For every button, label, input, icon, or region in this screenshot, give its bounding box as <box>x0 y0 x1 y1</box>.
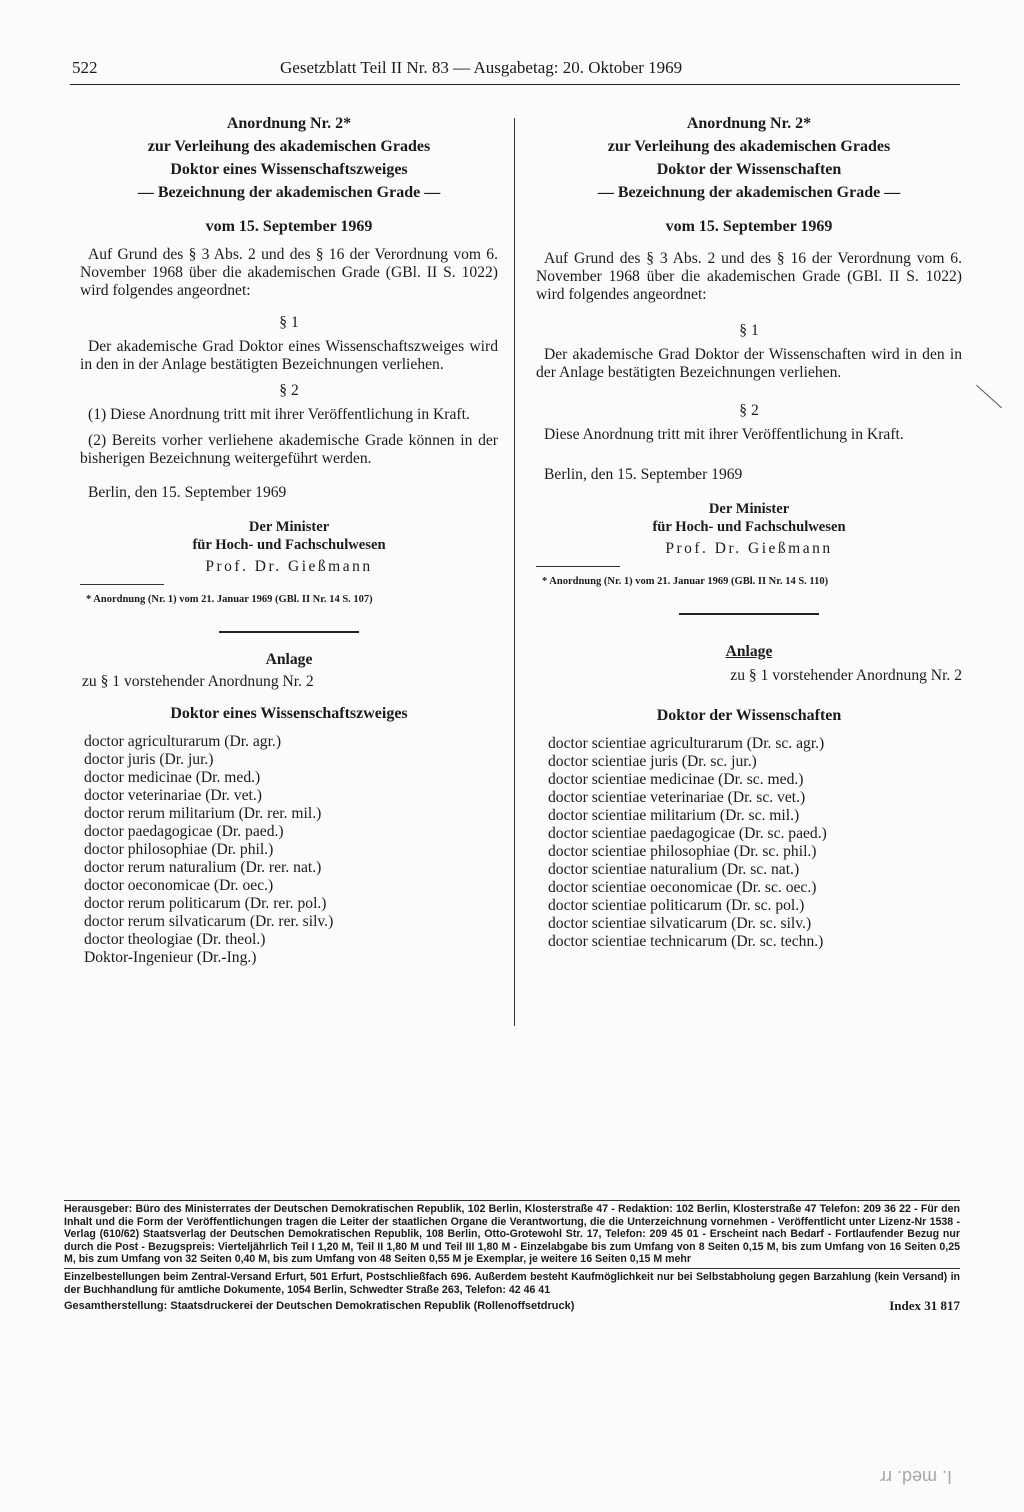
pencil-mark <box>976 385 1002 408</box>
right-degree-item: doctor scientiae juris (Dr. sc. jur.) <box>548 753 757 770</box>
right-degree-list <box>536 735 962 951</box>
left-minister-line-2: für Hoch- und Fachschulwesen <box>192 537 386 553</box>
left-title-line-1: Anordnung Nr. 2* <box>226 115 352 132</box>
right-degree-item: doctor scientiae philosophiae (Dr. sc. phil.) <box>548 843 817 860</box>
right-signature <box>536 500 962 558</box>
right-degree-item: doctor scientiae veterinariae (Dr. sc. vet.) <box>548 789 806 806</box>
right-title-line-4: — Bezeichnung der akademischen Grade — <box>597 184 901 201</box>
left-degree-item: Doktor-Ingenieur (Dr.-Ing.) <box>84 949 257 966</box>
left-section-2-para-1: (1) Diese Anordnung tritt mit ihrer Veröffentlichung in Kraft. <box>88 406 470 423</box>
column-divider <box>514 118 515 1026</box>
left-degree-item: doctor oeconomicae (Dr. oec.) <box>84 877 274 894</box>
imprint <box>64 1198 960 1313</box>
left-column <box>80 112 498 967</box>
left-minister-name: Prof. Dr. Gießmann <box>205 558 373 575</box>
left-degree-item: doctor medicinae (Dr. med.) <box>84 769 261 786</box>
right-degree-item: doctor scientiae oeconomicae (Dr. sc. oec.) <box>548 879 817 896</box>
left-title <box>80 112 498 204</box>
right-title-line-3: Doktor der Wissenschaften <box>656 161 842 178</box>
page-number: 522 <box>72 58 98 77</box>
right-title-line-2: zur Verleihung des akademischen Grades <box>607 138 891 155</box>
right-column <box>536 112 962 951</box>
running-title: Gesetzblatt Teil II Nr. 83 — Ausgabetag: 20. Oktober 1969 <box>280 58 683 77</box>
left-degree-item: doctor theologiae (Dr. theol.) <box>84 931 266 948</box>
right-section-1-label: § 1 <box>739 322 759 339</box>
imprint-printer: Gesamtherstellung: Staatsdruckerei der Deutschen Demokratischen Republik (Rollenoffsetdruck) <box>64 1300 575 1313</box>
right-title <box>536 112 962 204</box>
right-minister-line-2: für Hoch- und Fachschulwesen <box>652 519 846 535</box>
left-footnote-rule <box>80 584 164 585</box>
left-minister-line-1: Der Minister <box>248 519 330 535</box>
left-separator <box>219 631 359 633</box>
left-degree-list <box>80 733 498 967</box>
header-rule <box>70 84 960 85</box>
left-degree-item: doctor juris (Dr. jur.) <box>84 751 214 768</box>
right-separator <box>679 613 819 615</box>
left-degree-item: doctor rerum militarium (Dr. rer. mil.) <box>84 805 322 822</box>
imprint-publisher: Herausgeber: Büro des Ministerrates der Deutschen Demokratischen Republik, 102 Berlin, Klosterstraße 47 - Redaktion: 102 Berlin, Klosterstraße 47 Telefon: 209 36 22 - Für den Inhalt und die Form der Veröffentlichungen tragen die Leiter der staatlichen Organe die Verantwortung, die die Unterzeichnung vornehmen - Veröffentlicht unter Lizenz-Nr 1538 - Verlag (610/62) Staatsverlag der Deutschen Demokratischen Republik, 108 Berlin, Otto-Grotewohl Str. 17, Telefon: 209 45 01 - Erscheint nach Bedarf - Fortlaufender Bezug nur durch die Post - Bezugspreis: Vierteljährlich Teil I 1,20 M, Teil II 1,80 M und Teil III 1,80 M - Einzelabgabe bis zum Umfang von 8 Seiten 0,15 M, bis zum Umfang von 16 Seiten 0,25 M, bis zum Umfang von 32 Seiten 0,40 M, bis zum Umfang von 48 Seiten 0,55 M je Exemplar, je weitere 16 Seiten 0,15 M mehr <box>64 1203 960 1266</box>
right-anlage-ref: zu § 1 vorstehender Anordnung Nr. 2 <box>730 667 962 684</box>
right-degree-item: doctor scientiae paedagogicae (Dr. sc. paed.) <box>548 825 827 842</box>
right-section-2-label: § 2 <box>739 402 759 419</box>
right-degree-item: doctor scientiae medicinae (Dr. sc. med.) <box>548 771 804 788</box>
left-degree-item: doctor rerum silvaticarum (Dr. rer. silv.) <box>84 913 334 930</box>
right-degree-item: doctor scientiae militarium (Dr. sc. mil.) <box>548 807 800 824</box>
left-title-line-4: — Bezeichnung der akademischen Grade — <box>137 184 441 201</box>
left-date: vom 15. September 1969 <box>205 218 373 235</box>
imprint-footer-row <box>64 1300 960 1313</box>
left-footnote: * Anordnung (Nr. 1) vom 21. Januar 1969 (GBl. II Nr. 14 S. 107) <box>86 594 373 605</box>
right-date: vom 15. September 1969 <box>665 218 833 235</box>
right-title-line-1: Anordnung Nr. 2* <box>686 115 812 132</box>
left-title-line-3: Doktor eines Wissenschaftszweiges <box>170 161 408 178</box>
left-section-2-para-2: (2) Bereits vorher verliehene akademische Grade können in der bisherigen Bezeichnung weitergeführt werden. <box>80 432 498 467</box>
right-anlage-title: Anlage <box>725 643 773 660</box>
left-signature <box>80 518 498 576</box>
right-degree-item: doctor scientiae agriculturarum (Dr. sc. agr.) <box>548 735 825 752</box>
imprint-top-rule <box>64 1200 960 1201</box>
left-intro: Auf Grund des § 3 Abs. 2 und des § 16 der Verordnung vom 6. November 1968 über die akademischen Grade (GBl. II S. 1022) wird folgendes angeordnet: <box>80 246 498 299</box>
imprint-orders: Einzelbestellungen beim Zentral-Versand Erfurt, 501 Erfurt, Postschließfach 696. Außerdem besteht Kaufmöglichkeit nur bei Selbstabholung gegen Barzahlung (kein Versand) in der Buchhandlung für amtliche Dokumente, 1054 Berlin, Schwedter Straße 263, Telefon: 42 46 41 <box>64 1270 960 1296</box>
left-degree-item: doctor veterinariae (Dr. vet.) <box>84 787 262 804</box>
right-list-title: Doktor der Wissenschaften <box>656 707 842 724</box>
index-number: Index 31 817 <box>889 1298 960 1314</box>
left-degree-item: doctor rerum naturalium (Dr. rer. nat.) <box>84 859 322 876</box>
left-title-line-2: zur Verleihung des akademischen Grades <box>147 138 431 155</box>
imprint-mid-rule <box>64 1268 960 1269</box>
archive-stamp: I. med. rr <box>880 1467 953 1487</box>
left-anlage-ref: zu § 1 vorstehender Anordnung Nr. 2 <box>82 673 314 690</box>
right-minister-name: Prof. Dr. Gießmann <box>665 540 833 557</box>
right-minister-line-1: Der Minister <box>708 501 790 517</box>
right-footnote: * Anordnung (Nr. 1) vom 21. Januar 1969 (GBl. II Nr. 14 S. 110) <box>542 576 829 587</box>
left-degree-item: doctor paedagogicae (Dr. paed.) <box>84 823 284 840</box>
left-section-1-text: Der akademische Grad Doktor eines Wissenschaftszweiges wird in den in der Anlage bestätigten Bezeichnungen verliehen. <box>80 338 498 373</box>
left-anlage-title: Anlage <box>265 651 313 668</box>
right-intro: Auf Grund des § 3 Abs. 2 und des § 16 der Verordnung vom 6. November 1968 über die akademischen Grade (GBl. II S. 1022) wird folgendes angeordnet: <box>536 250 962 303</box>
right-section-2-text: Diese Anordnung tritt mit ihrer Veröffentlichung in Kraft. <box>544 426 904 443</box>
left-degree-item: doctor rerum politicarum (Dr. rer. pol.) <box>84 895 327 912</box>
right-footnote-rule <box>536 566 620 567</box>
left-section-1-label: § 1 <box>279 314 299 331</box>
left-place-date: Berlin, den 15. September 1969 <box>88 484 287 501</box>
right-section-1-text: Der akademische Grad Doktor der Wissenschaften wird in den in der Anlage bestätigten Bezeichnungen verliehen. <box>536 346 962 381</box>
left-degree-item: doctor agriculturarum (Dr. agr.) <box>84 733 282 750</box>
right-degree-item: doctor scientiae naturalium (Dr. sc. nat.) <box>548 861 800 878</box>
right-degree-item: doctor scientiae technicarum (Dr. sc. techn.) <box>548 933 824 950</box>
right-degree-item: doctor scientiae silvaticarum (Dr. sc. silv.) <box>548 915 812 932</box>
left-list-title: Doktor eines Wissenschaftszweiges <box>170 705 408 722</box>
right-degree-item: doctor scientiae politicarum (Dr. sc. pol.) <box>548 897 805 914</box>
left-degree-item: doctor philosophiae (Dr. phil.) <box>84 841 274 858</box>
left-section-2-label: § 2 <box>279 382 299 399</box>
right-place-date: Berlin, den 15. September 1969 <box>544 466 743 483</box>
